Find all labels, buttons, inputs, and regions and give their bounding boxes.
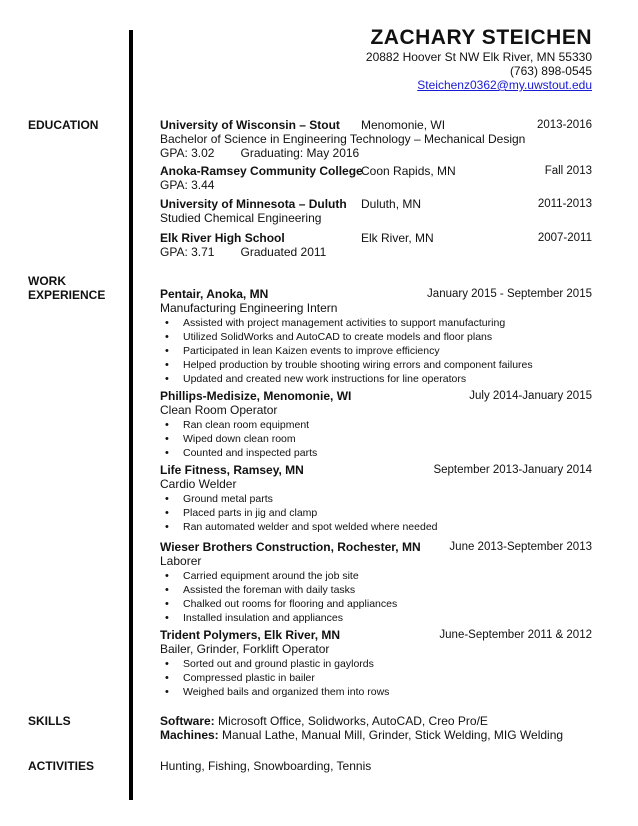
job-bullet: • Placed parts in jig and clamp bbox=[160, 506, 592, 520]
company-name: Phillips-Medisize, Menomonie, WI bbox=[160, 389, 352, 403]
job-role: Bailer, Grinder, Forklift Operator bbox=[160, 642, 330, 656]
job-role: Cardio Welder bbox=[160, 477, 237, 491]
school-name: Elk River High School bbox=[160, 231, 285, 245]
job-bullets bbox=[160, 492, 592, 534]
phone: (763) 898-0545 bbox=[509, 64, 592, 78]
job-bullet: • Assisted the foreman with daily tasks bbox=[160, 583, 592, 597]
section-label-education: EDUCATION bbox=[28, 118, 99, 132]
job-bullet: • Utilized SolidWorks and AutoCAD to create models and floor plans bbox=[160, 330, 592, 344]
job-bullet: • Ran clean room equipment bbox=[160, 418, 592, 432]
education-entry bbox=[160, 164, 592, 192]
school-name: University of Wisconsin – Stout bbox=[160, 118, 340, 132]
job-dates: June-September 2011 & 2012 bbox=[439, 629, 592, 641]
candidate-name: ZACHARY STEICHEN bbox=[370, 26, 592, 49]
school-location: Duluth, MN bbox=[361, 197, 422, 211]
company-name: Trident Polymers, Elk River, MN bbox=[160, 628, 341, 642]
school-location: Coon Rapids, MN bbox=[361, 164, 456, 178]
job-dates: September 2013-January 2014 bbox=[433, 464, 592, 476]
job-role: Manufacturing Engineering Intern bbox=[160, 301, 338, 315]
gpa: GPA: 3.02 bbox=[160, 146, 215, 160]
company-name: Pentair, Anoka, MN bbox=[160, 287, 269, 301]
section-label-skills: SKILLS bbox=[28, 714, 71, 728]
software-list: Microsoft Office, Solidworks, AutoCAD, Creo Pro/E bbox=[218, 714, 488, 728]
job-bullet: • Ground metal parts bbox=[160, 492, 592, 506]
school-dates: 2011-2013 bbox=[537, 198, 592, 210]
vertical-divider bbox=[129, 30, 133, 800]
section-label-activities: ACTIVITIES bbox=[28, 759, 95, 773]
school-name: University of Minnesota – Duluth bbox=[160, 197, 347, 211]
school-dates: 2007-2011 bbox=[537, 232, 592, 244]
gpa: GPA: 3.44 bbox=[160, 178, 215, 192]
job-bullet: • Wiped down clean room bbox=[160, 432, 592, 446]
work-entry bbox=[160, 389, 592, 460]
job-dates: June 2013-September 2013 bbox=[449, 541, 592, 553]
job-bullet: • Assisted with project management activities to support manufacturing bbox=[160, 316, 592, 330]
machines-label: Machines: bbox=[160, 728, 219, 742]
job-bullet: • Chalked out rooms for flooring and appliances bbox=[160, 597, 592, 611]
job-bullet: • Weighed bails and organized them into rows bbox=[160, 685, 592, 699]
education-entry bbox=[160, 118, 592, 160]
job-bullet: • Participated in lean Kaizen events to improve efficiency bbox=[160, 344, 592, 358]
job-bullets bbox=[160, 569, 592, 625]
skills-section bbox=[160, 714, 592, 742]
gpa: GPA: 3.71 bbox=[160, 245, 215, 259]
job-bullet: • Updated and created new work instructions for line operators bbox=[160, 372, 592, 386]
job-bullet: • Installed insulation and appliances bbox=[160, 611, 592, 625]
job-role: Clean Room Operator bbox=[160, 403, 278, 417]
education-entry bbox=[160, 231, 592, 259]
school-name: Anoka-Ramsey Community College bbox=[160, 164, 363, 178]
company-name: Wieser Brothers Construction, Rochester, MN bbox=[160, 540, 421, 554]
school-location: Menomonie, WI bbox=[361, 118, 446, 132]
resume-header bbox=[366, 26, 592, 92]
job-bullet: • Counted and inspected parts bbox=[160, 446, 592, 460]
job-bullet: • Ran automated welder and spot welded where needed bbox=[160, 520, 592, 534]
job-role: Laborer bbox=[160, 554, 202, 568]
job-bullet: • Carried equipment around the job site bbox=[160, 569, 592, 583]
section-label-work bbox=[28, 274, 123, 302]
graduation: Graduated 2011 bbox=[240, 245, 327, 259]
school-dates: 2013-2016 bbox=[537, 119, 592, 131]
degree: Bachelor of Science in Engineering Technology – Mechanical Design bbox=[160, 132, 526, 146]
job-bullet: • Helped production by trouble shooting wiring errors and component failures bbox=[160, 358, 592, 372]
activities-list: Hunting, Fishing, Snowboarding, Tennis bbox=[160, 759, 372, 773]
job-bullets bbox=[160, 657, 592, 699]
section-label-work-line2: EXPERIENCE bbox=[28, 288, 106, 302]
study-program: Studied Chemical Engineering bbox=[160, 211, 322, 225]
software-skills bbox=[160, 714, 592, 728]
school-location: Elk River, MN bbox=[361, 231, 434, 245]
job-bullet: • Sorted out and ground plastic in gaylords bbox=[160, 657, 592, 671]
company-name: Life Fitness, Ramsey, MN bbox=[160, 463, 304, 477]
work-entry bbox=[160, 628, 592, 699]
machines-list: Manual Lathe, Manual Mill, Grinder, Stick Welding, MIG Welding bbox=[222, 728, 564, 742]
email-link[interactable]: Steichenz0362@my.uwstout.edu bbox=[417, 78, 592, 92]
machine-skills bbox=[160, 728, 592, 742]
software-label: Software: bbox=[160, 714, 215, 728]
graduation: Graduating: May 2016 bbox=[240, 146, 360, 160]
education-entry bbox=[160, 197, 592, 225]
work-entry bbox=[160, 463, 592, 534]
section-label-work-line1: WORK bbox=[28, 274, 66, 288]
work-entry bbox=[160, 287, 592, 386]
job-dates: January 2015 - September 2015 bbox=[427, 288, 592, 300]
job-dates: July 2014-January 2015 bbox=[469, 390, 592, 402]
address: 20882 Hoover St NW Elk River, MN 55330 bbox=[365, 50, 592, 64]
job-bullet: • Compressed plastic in bailer bbox=[160, 671, 592, 685]
education-section bbox=[160, 118, 592, 160]
work-entry bbox=[160, 540, 592, 625]
job-bullets bbox=[160, 316, 592, 386]
job-bullets bbox=[160, 418, 592, 460]
school-dates: Fall 2013 bbox=[544, 165, 592, 177]
